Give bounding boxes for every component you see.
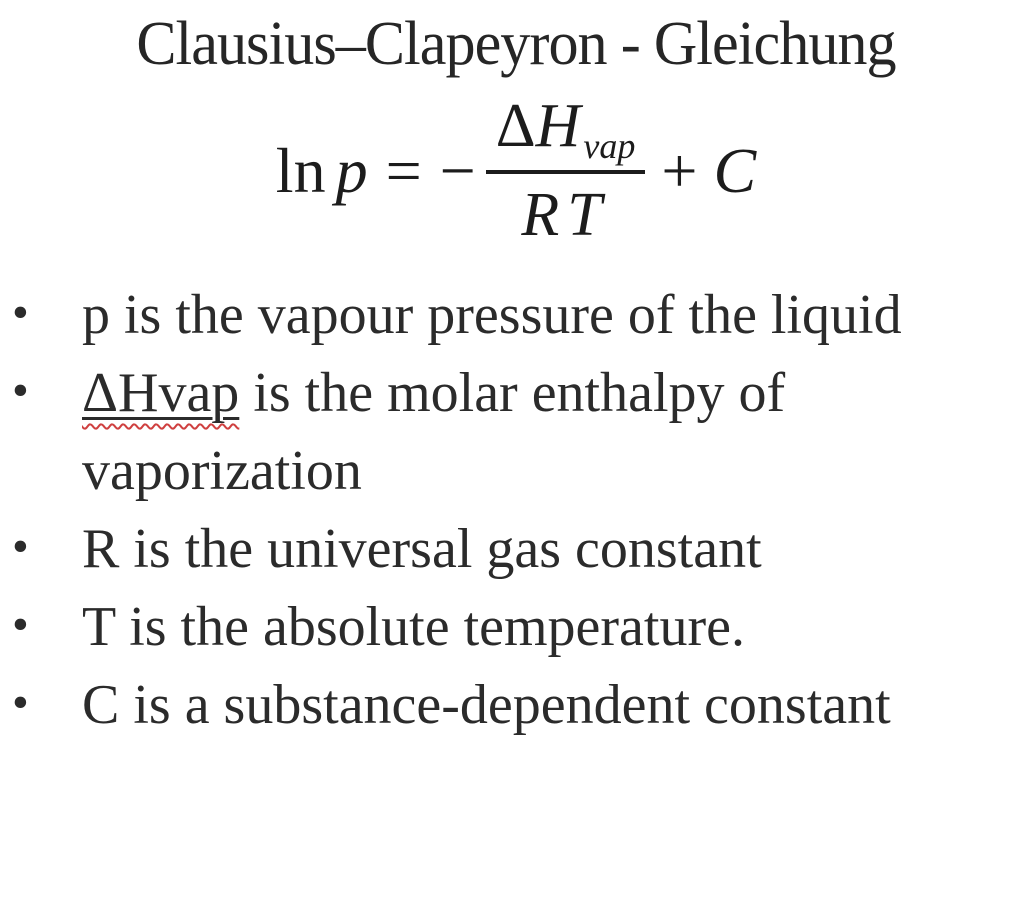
underlined-term [82, 362, 239, 424]
formula-fraction [486, 91, 646, 251]
bullet-marker: • [12, 286, 29, 339]
bullet-item-c [12, 666, 968, 744]
bullet-item-t [12, 588, 968, 666]
bullet-marker: • [12, 676, 29, 729]
bullet-item-dhvap [12, 354, 968, 510]
formula-var-C: C [713, 135, 757, 206]
bullet-text: C is a substance-dependent constant [82, 674, 891, 736]
bullet-list [0, 276, 1032, 744]
spellcheck-term-dhvap: ΔHvap [82, 362, 240, 424]
bullet-marker: • [12, 598, 29, 651]
formula-equals-sign: = [385, 135, 422, 206]
slide-title: Clausius–Clapeyron - Gleichung [136, 10, 896, 78]
formula-var-p: p [335, 135, 368, 206]
bullet-text: R is the universal gas constant [82, 518, 762, 580]
bullet-text [82, 362, 785, 502]
formula-var-H: H [535, 92, 581, 160]
bullet-text: T is the absolute temperature. [82, 596, 745, 658]
formula-subscript-vap: vap [583, 126, 636, 166]
formula-delta: Δ [495, 92, 536, 160]
formula-ln: ln [275, 135, 326, 206]
formula-denominator-RT: RT [521, 181, 610, 249]
bullet-marker: • [12, 520, 29, 573]
bullet-text-rest: is the molar enthalpy of vaporization [82, 362, 786, 502]
bullet-item-p [12, 276, 968, 354]
formula-numerator [486, 91, 646, 170]
formula-plus-sign: + [661, 135, 698, 206]
bullet-marker: • [12, 364, 29, 417]
bullet-text: p is the vapour pressure of the liquid [82, 284, 902, 346]
bullet-item-r [12, 510, 968, 588]
formula-minus-sign: − [439, 135, 476, 206]
clausius-clapeyron-equation [0, 92, 1032, 250]
